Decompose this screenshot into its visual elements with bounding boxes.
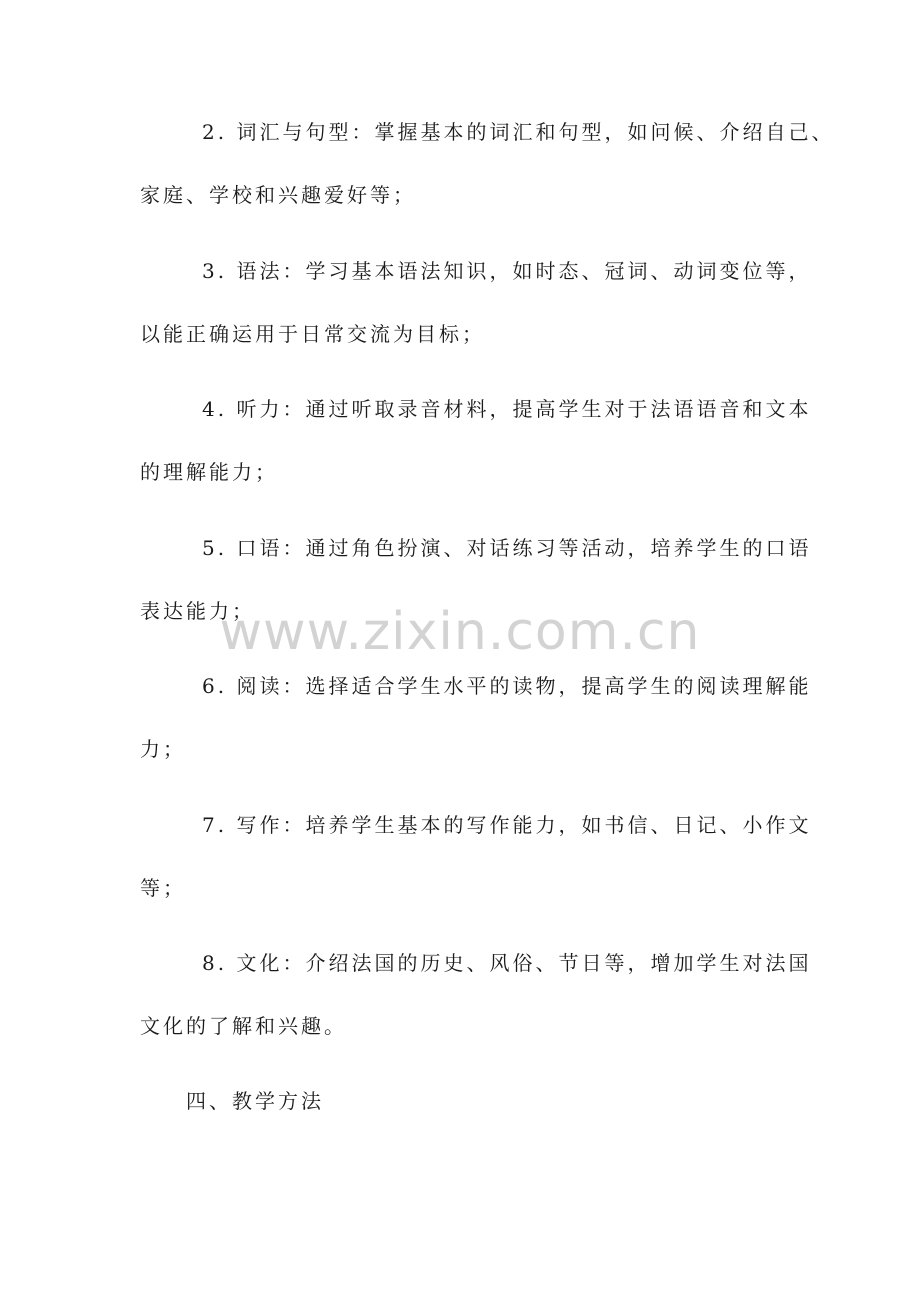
- item-2-line-2: 家庭、学校和兴趣爱好等；: [140, 183, 416, 207]
- item-5-line-2: 表达能力；: [140, 599, 255, 623]
- section-heading: 四、教学方法: [186, 1089, 324, 1113]
- item-5-line-1: 5. 口语：通过角色扮演、对话练习等活动，培养学生的口语: [202, 536, 812, 560]
- watermark: www.zixin.com.cn: [219, 602, 701, 662]
- item-3-line-2: 以能正确运用于日常交流为目标；: [140, 322, 485, 346]
- item-8-line-1: 8. 文化：介绍法国的历史、风俗、节日等，增加学生对法国: [202, 951, 812, 975]
- item-7-line-1: 7. 写作：培养学生基本的写作能力，如书信、日记、小作文: [202, 813, 812, 837]
- item-6-line-1: 6. 阅读：选择适合学生水平的读物，提高学生的阅读理解能: [202, 674, 812, 698]
- item-4-line-1: 4. 听力：通过听取录音材料，提高学生对于法语语音和文本: [202, 397, 812, 421]
- item-4-line-2: 的理解能力；: [140, 460, 278, 484]
- item-6-line-2: 力；: [140, 737, 186, 761]
- item-3-line-1: 3. 语法：学习基本语法知识，如时态、冠词、动词变位等，: [202, 259, 812, 283]
- item-2-line-1: 2. 词汇与句型：掌握基本的词汇和句型，如问候、介绍自己、: [202, 120, 835, 144]
- item-8-line-2: 文化的了解和兴趣。: [140, 1014, 347, 1038]
- item-7-line-2: 等；: [140, 876, 186, 900]
